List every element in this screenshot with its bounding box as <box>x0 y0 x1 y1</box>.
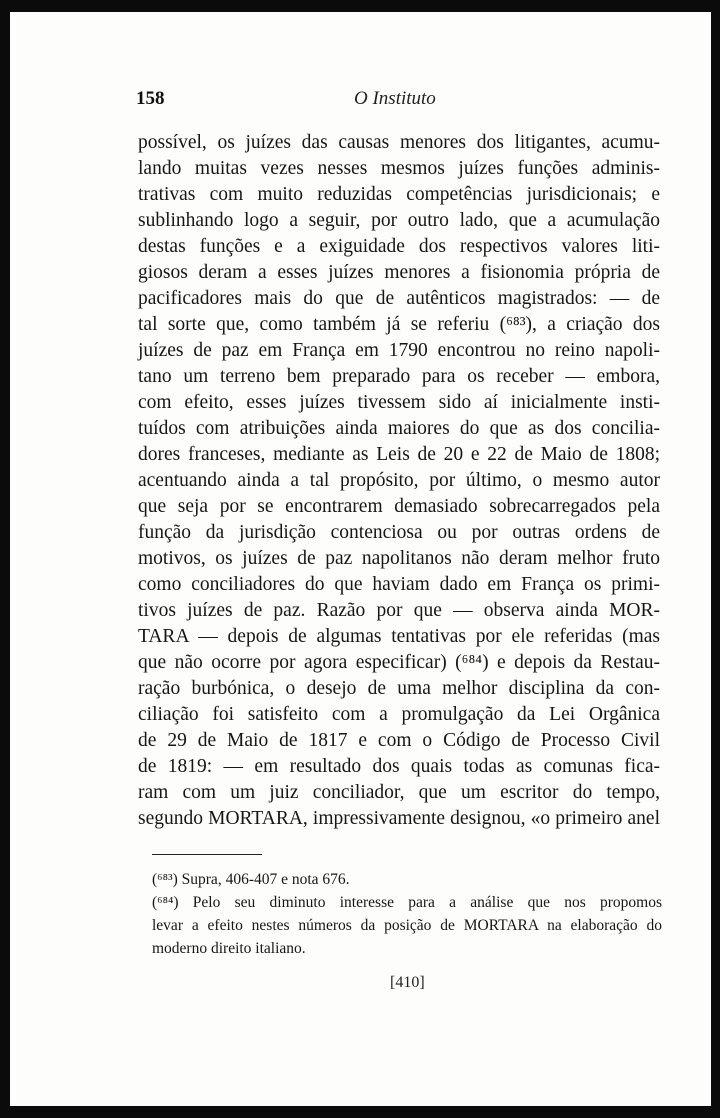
text-line: tuídos com atribuições ainda maiores do que as dos concilia- <box>138 418 660 439</box>
text-line: possível, os juízes das causas menores dos litigantes, acumu- <box>138 132 660 153</box>
text-line: juízes de paz em França em 1790 encontrou no reino napoli- <box>138 340 660 361</box>
text-line: sublinhando logo a seguir, por outro lado, que a acumulação <box>138 210 660 231</box>
footnote-684: (⁶⁸⁴) Pelo seu diminuto interesse para a análise que nos propomos <box>152 894 662 911</box>
page-number: 158 <box>136 88 165 109</box>
text-line: pacificadores mais do que de autênticos magistrados: — de <box>138 288 660 309</box>
text-line: de 29 de Maio de 1817 e com o Código de Processo Civil <box>138 730 660 751</box>
text-line: de 1819: — em resultado dos quais todas as comunas fica- <box>138 756 660 777</box>
text-line: tal sorte que, como também já se referiu (⁶⁸³), a criação dos <box>138 314 660 335</box>
text-line: motivos, os juízes de paz napolitanos não deram melhor fruto <box>138 548 660 569</box>
footnote-684-end: moderno direito italiano. <box>152 940 306 957</box>
text-line: tano um terreno bem preparado para os receber — embora, <box>138 366 660 387</box>
footnote-divider <box>152 854 262 855</box>
folio-number: [410] <box>390 974 425 991</box>
running-title: O Instituto <box>354 88 436 109</box>
text-line: destas funções e a exiguidade dos respectivos valores liti- <box>138 236 660 257</box>
text-line: como conciliadores do que haviam dado em França os primi- <box>138 574 660 595</box>
text-line: com efeito, esses juízes tivessem sido aí inicialmente insti- <box>138 392 660 413</box>
body-text <box>138 130 660 832</box>
footnote-684-continued: levar a efeito nestes números da posição de MORTARA na elaboração do <box>152 917 662 934</box>
text-line: ram com um juiz conciliador, que um escritor do tempo, <box>138 782 660 803</box>
text-line: tivos juízes de paz. Razão por que — observa ainda MOR- <box>138 600 660 621</box>
text-line: lando muitas vezes nesses mesmos juízes funções adminis- <box>138 158 660 179</box>
text-line: dores franceses, mediante as Leis de 20 e 22 de Maio de 1808; <box>138 444 660 465</box>
text-line: TARA — depois de algumas tentativas por ele referidas (mas <box>138 626 660 647</box>
text-line: que não ocorre por agora especificar) (⁶⁸⁴) e depois da Restau- <box>138 652 660 673</box>
footnotes <box>152 868 662 960</box>
page-header <box>136 88 660 118</box>
text-line: segundo MORTARA, impressivamente designou, «o primeiro anel <box>138 808 660 829</box>
text-line: acentuando ainda a tal propósito, por último, o mesmo autor <box>138 470 660 491</box>
text-line: trativas com muito reduzidas competências jurisdicionais; e <box>138 184 660 205</box>
document-page <box>10 12 711 1106</box>
text-line: giosos deram a esses juízes menores a fisionomia própria de <box>138 262 660 283</box>
text-line: ciliação foi satisfeito com a promulgação da Lei Orgânica <box>138 704 660 725</box>
text-line: função da jurisdição contenciosa ou por outras ordens de <box>138 522 660 543</box>
footnote-683: (⁶⁸³) Supra, 406-407 e nota 676. <box>152 871 350 888</box>
text-line: ração burbónica, o desejo de uma melhor disciplina da con- <box>138 678 660 699</box>
text-line: que seja por se encontrarem demasiado sobrecarregados pela <box>138 496 660 517</box>
